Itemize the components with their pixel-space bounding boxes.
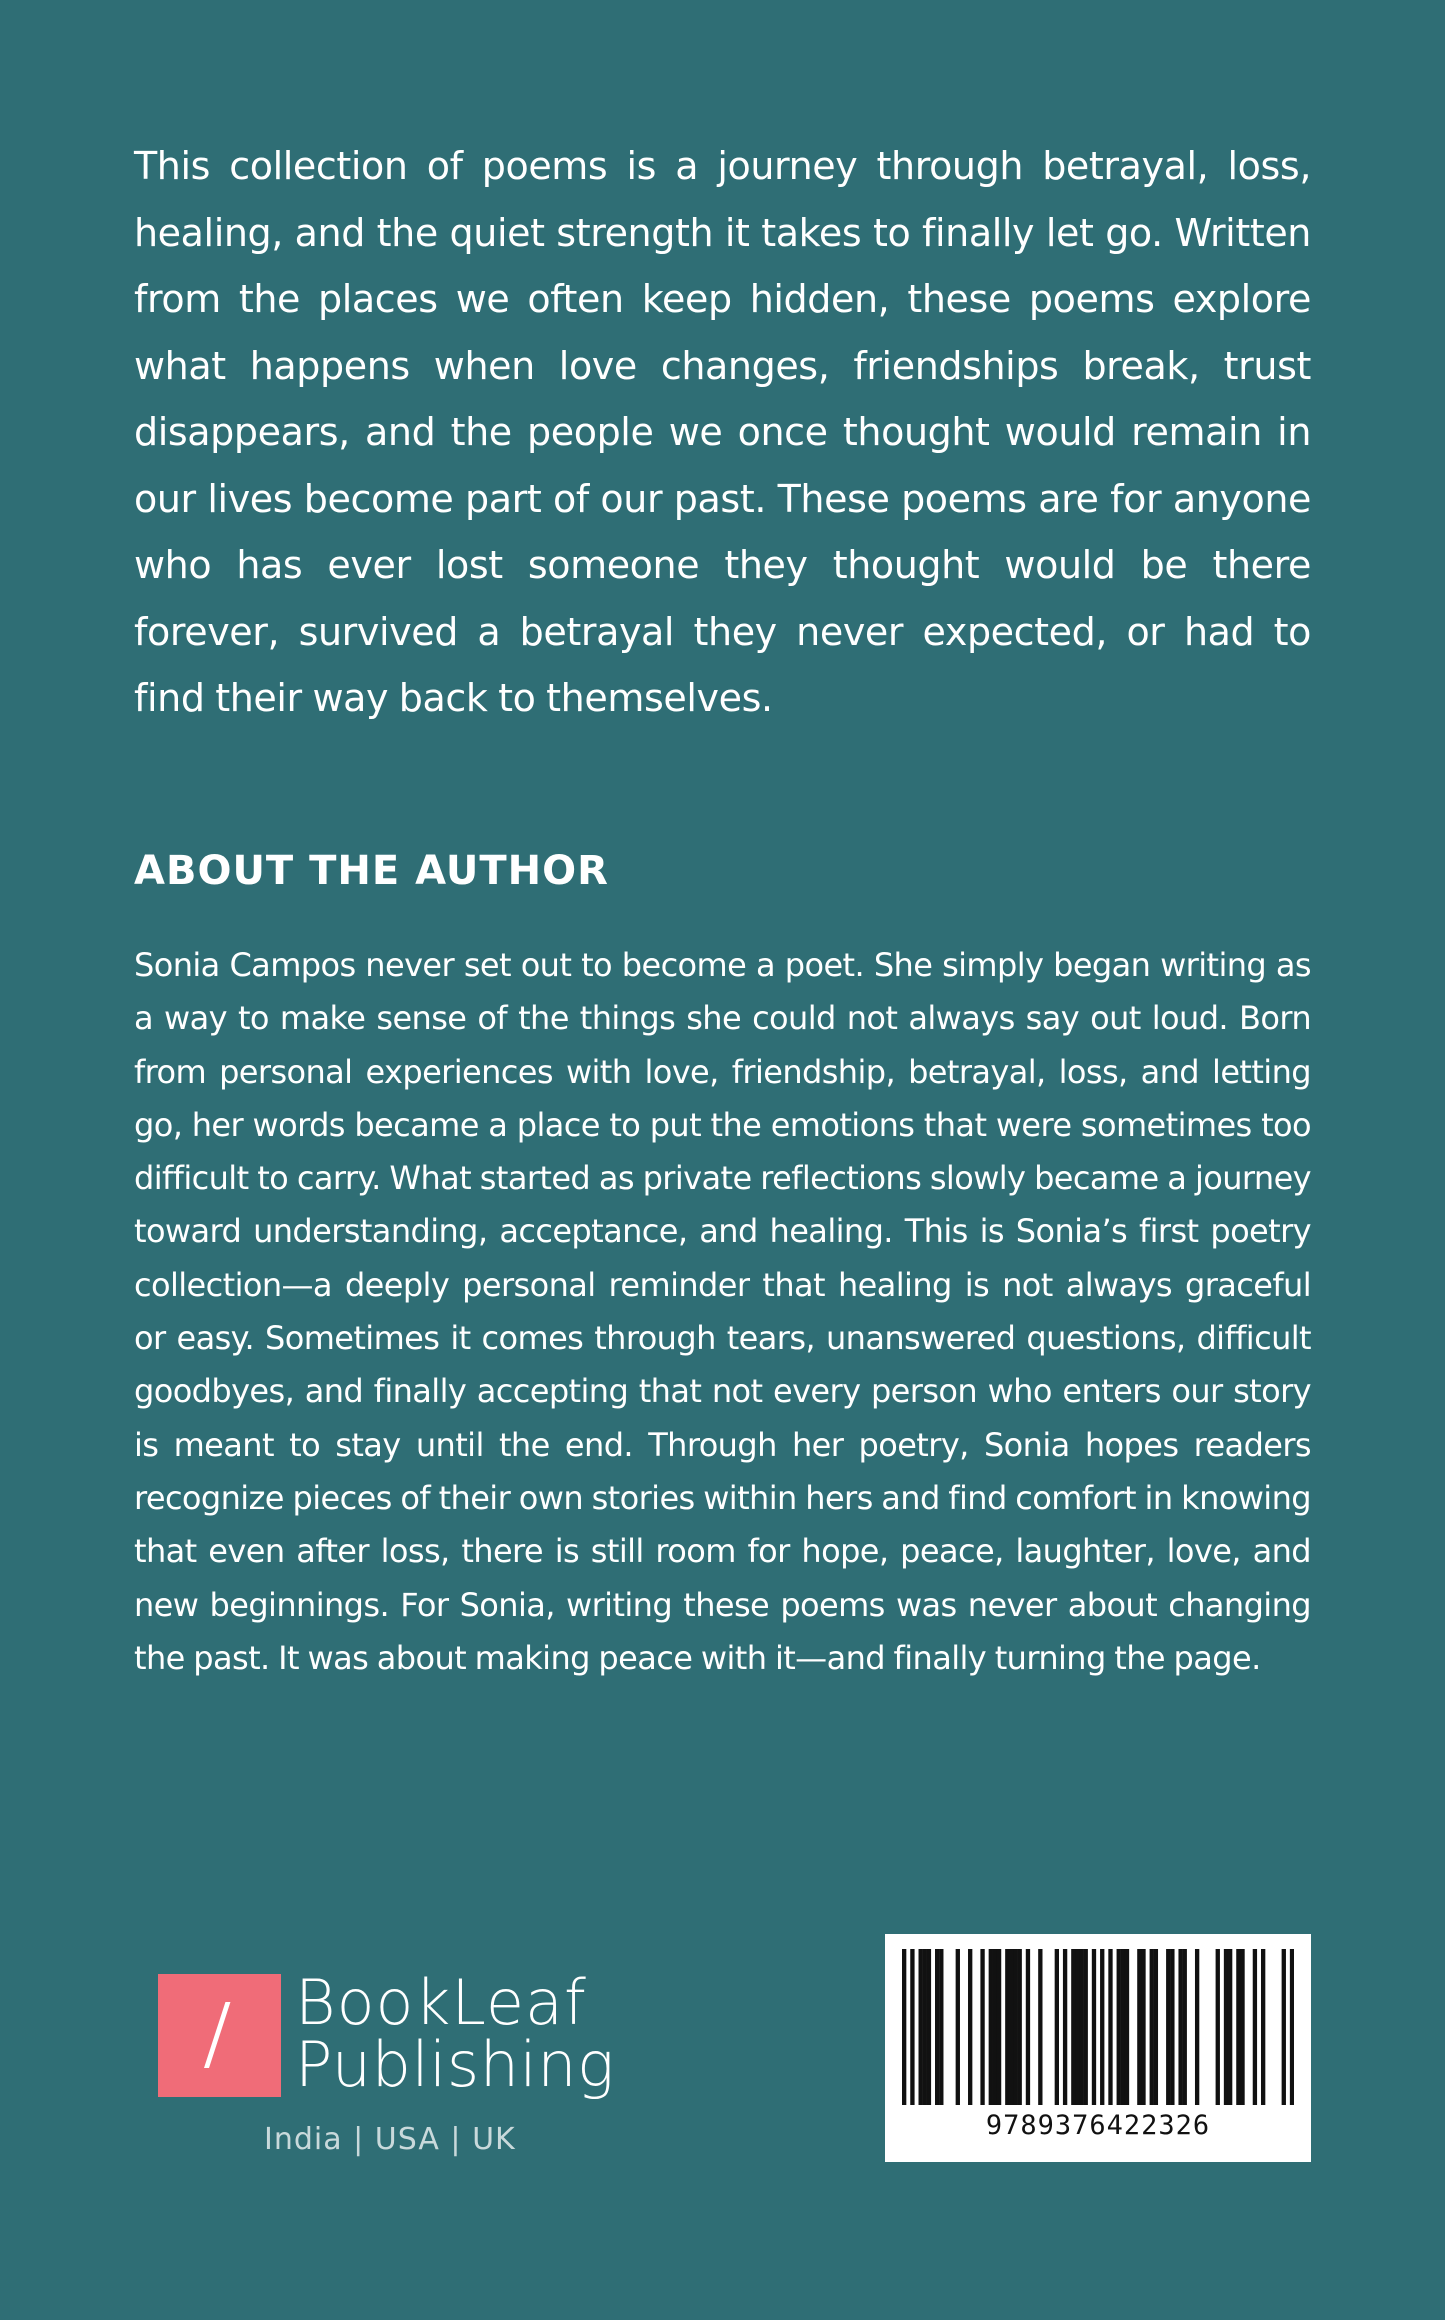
barcode-bar [1195,1949,1199,2105]
barcode-bar [956,1949,960,2105]
barcode-bar [993,1949,997,2105]
barcode-bar [1290,1949,1294,2105]
barcode-bar [997,1949,1001,2105]
logo-slash-icon [158,1974,281,2097]
barcode-bar [1154,1949,1158,2105]
publisher-name-line2: Publishing [295,2028,615,2101]
barcode-bar [1137,1949,1141,2105]
barcode-bar [1150,1949,1154,2105]
barcode-bar [1125,1949,1129,2105]
barcode-bar [1009,1949,1013,2105]
barcode-bar [1183,1949,1187,2105]
barcode-bar [1084,1949,1088,2105]
barcode-bar [1063,1949,1067,2105]
book-blurb: This collection of poems is a journey through betrayal, loss, healing, and the quiet strength it takes to finally let go. Written from the places we often keep hidden, these poems explore what happens when love changes, friendships break, trust disappears, and the people we once thought would remain in our lives become part of our past. These poems are for anyone who has ever lost someone they thought would be there forever, survived a betrayal they never expected, or had to find their way back to themselves. [134,144,1311,720]
barcode-bar [1075,1949,1079,2105]
barcode-bar [1224,1949,1228,2105]
barcode-bar [1121,1949,1125,2105]
barcode-bar [1005,1949,1009,2105]
barcode-bar [968,1949,972,2105]
barcode-bar [1092,1949,1096,2105]
barcode-bar [1240,1949,1244,2105]
publisher-name-line1: BookLeaf [295,1966,587,2039]
barcode-bar [1282,1949,1286,2105]
barcode-bar [923,1949,927,2105]
isbn-barcode [885,1934,1311,2162]
publisher-regions: India | USA | UK [264,2122,516,2157]
barcode-bar [1228,1949,1232,2105]
barcode-bar [1117,1949,1121,2105]
barcode-bar [1071,1949,1075,2105]
barcode-bar [1216,1949,1220,2105]
barcode-bar [1026,1949,1030,2105]
barcode-bar [1261,1949,1265,2105]
barcode-bar [1055,1949,1059,2105]
barcode-bar [1166,1949,1170,2105]
barcode-bar [1178,1949,1182,2105]
barcode-bar [919,1949,923,2105]
publisher-logo [158,1966,618,2170]
barcode-bar [935,1949,939,2105]
barcode-bar [1079,1949,1083,2105]
barcode-bar [910,1949,914,2105]
barcode-bar [927,1949,931,2105]
barcode-bar [1013,1949,1017,2105]
barcode-bar [1236,1949,1240,2105]
barcode-bar [1038,1949,1042,2105]
barcode-bar [1253,1949,1257,2105]
barcode-bar [1141,1949,1145,2105]
author-bio: Sonia Campos never set out to become a poet. She simply began writing as a way to make sense of the things she could not always say out loud. Born from personal experiences with love, friendship, betrayal, loss, and letting go, her words became a place to put the emotions that were sometimes too difficult to carry. What started as private reflections slowly became a journey toward understanding, acceptance, and healing. This is Sonia’s first poetry collection—a deeply personal reminder that healing is not always graceful or easy. Sometimes it comes through tears, unanswered questions, difficult goodbyes, and finally accepting that not every person who enters our story is meant to stay until the end. Through her poetry, Sonia hopes readers recognize pieces of their own stories within hers and find comfort in knowing that even after loss, there is still room for hope, peace, laughter, love, and new beginnings. For Sonia, writing these poems was never about changing the past. It was about making peace with it—and finally turning the page. [134,946,1311,1677]
barcode-bar [989,1949,993,2105]
barcode-bar [939,1949,943,2105]
barcode-bar [980,1949,984,2105]
slash-mark [204,2002,230,2068]
barcode-icon [902,1949,1294,2105]
barcode-bar [1108,1949,1112,2105]
barcode-bar [1170,1949,1174,2105]
barcode-bar [902,1949,906,2105]
barcode-bar [1100,1949,1104,2105]
barcode-bar [1018,1949,1022,2105]
about-author-heading: ABOUT THE AUTHOR [134,848,609,894]
isbn-number: 9789376422326 [985,2110,1211,2141]
